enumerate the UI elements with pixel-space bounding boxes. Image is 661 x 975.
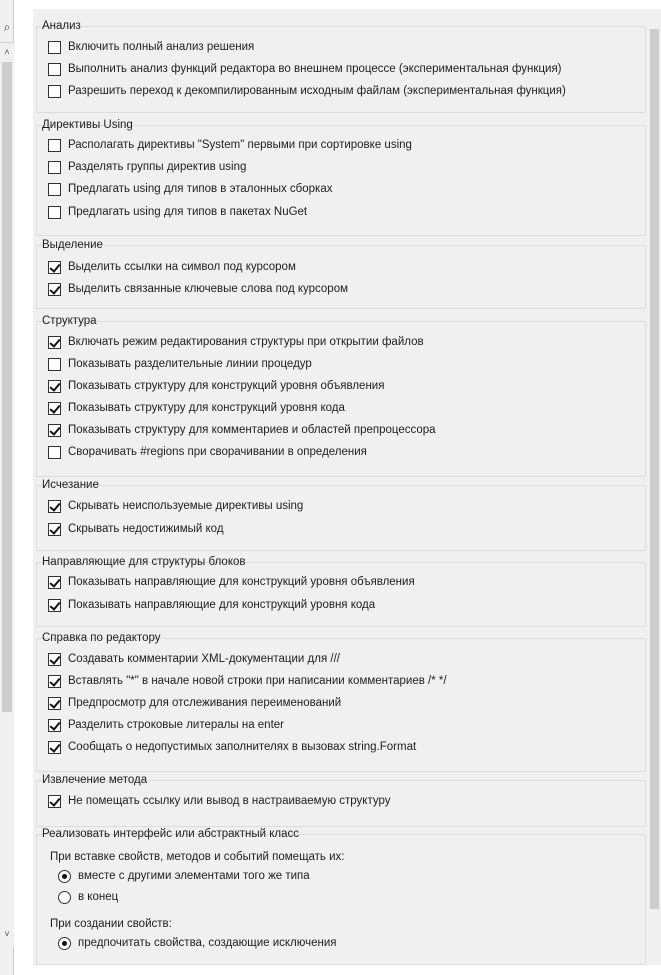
group-extract-method: [36, 772, 646, 827]
checkbox[interactable]: [48, 358, 61, 371]
checkbox[interactable]: [48, 206, 61, 219]
radio-label: в конец: [78, 891, 119, 903]
checkbox-label: Показывать структуру для конструкций уровня кода: [68, 402, 345, 414]
checkbox-row[interactable]: [48, 497, 303, 515]
group-fading: [36, 477, 646, 551]
checkbox-row[interactable]: [48, 694, 341, 712]
checkbox[interactable]: [48, 63, 61, 76]
group-analysis: [36, 18, 646, 113]
checkbox[interactable]: [48, 741, 61, 754]
checkbox-label: Скрывать неиспользуемые директивы using: [68, 500, 304, 512]
checkbox-label: Включать режим редактирования структуры при открытии файлов: [68, 336, 424, 348]
checkbox-label: Включить полный анализ решения: [68, 41, 255, 53]
checkbox-row[interactable]: [48, 82, 566, 100]
checkbox-row[interactable]: [48, 258, 296, 276]
checkbox[interactable]: [48, 261, 61, 274]
checkbox[interactable]: [48, 183, 61, 196]
checkbox-label: Не помещать ссылку или вывод в настраиваемую структуру: [68, 795, 391, 807]
group-title: Выделение: [42, 239, 103, 251]
radio-button[interactable]: [58, 870, 71, 883]
chevron-down-icon[interactable]: ˅: [4, 929, 10, 939]
group-title: Извлечение метода: [42, 774, 148, 786]
radio-row[interactable]: [58, 934, 337, 952]
checkbox-row[interactable]: [48, 158, 246, 176]
checkbox[interactable]: [48, 697, 61, 710]
checkbox-row[interactable]: [48, 280, 348, 298]
group-box: [36, 562, 646, 627]
checkbox-label: Показывать направляющие для конструкций уровня кода: [68, 599, 376, 611]
group-outlining: [36, 313, 646, 477]
checkbox[interactable]: [48, 161, 61, 174]
checkbox-label: Разделять группы директив using: [68, 161, 247, 173]
checkbox-label: Показывать направляющие для конструкций уровня объявления: [68, 576, 415, 588]
checkbox[interactable]: [48, 424, 61, 437]
checkbox[interactable]: [48, 446, 61, 459]
search-icon[interactable]: ⌕: [3, 19, 11, 34]
group-box: [36, 485, 646, 551]
checkbox[interactable]: [48, 85, 61, 98]
group-title: Направляющие для структуры блоков: [42, 556, 246, 568]
checkbox-row[interactable]: [48, 136, 412, 154]
checkbox-row[interactable]: [48, 596, 375, 614]
group-editor-help: [36, 630, 646, 772]
radio-button[interactable]: [58, 891, 71, 904]
insert-placement-label: При вставке свойств, методов и событий помещать их:: [50, 851, 345, 863]
checkbox[interactable]: [48, 41, 61, 54]
checkbox-row[interactable]: [48, 738, 416, 756]
checkbox-row[interactable]: [48, 672, 447, 690]
checkbox-label: Предлагать using для типов в эталонных сборках: [68, 183, 333, 195]
checkbox-label: Создавать комментарии XML-документации для ///: [68, 653, 340, 665]
checkbox-row[interactable]: [48, 377, 384, 395]
checkbox-row[interactable]: [48, 716, 284, 734]
group-title: Структура: [42, 315, 97, 327]
right-scrollbar-thumb[interactable]: [650, 29, 659, 909]
checkbox-row[interactable]: [48, 399, 345, 417]
checkbox[interactable]: [48, 500, 61, 513]
checkbox-label: Сообщать о недопустимых заполнителях в вызовах string.Format: [68, 741, 417, 753]
checkbox-label: Выделить ссылки на символ под курсором: [68, 261, 296, 273]
checkbox[interactable]: [48, 719, 61, 732]
group-highlighting: [36, 237, 646, 309]
group-title: Исчезание: [42, 479, 99, 491]
checkbox-label: Разрешить переход к декомпилированным исходным файлам (экспериментальная функция): [68, 85, 566, 97]
checkbox[interactable]: [48, 380, 61, 393]
checkbox[interactable]: [48, 523, 61, 536]
checkbox-label: Предлагать using для типов в пакетах NuGet: [68, 206, 308, 218]
checkbox-label: Предпросмотр для отслеживания переименований: [68, 697, 342, 709]
checkbox-label: Вставлять "*" в начале новой строки при написании комментариев /* */: [68, 675, 447, 687]
checkbox[interactable]: [48, 795, 61, 808]
checkbox-label: Показывать разделительные линии процедур: [68, 358, 312, 370]
radio-row[interactable]: [58, 888, 118, 906]
checkbox-row[interactable]: [48, 333, 424, 351]
group-title: Реализовать интерфейс или абстрактный класс: [42, 828, 299, 840]
checkbox-row[interactable]: [48, 180, 332, 198]
checkbox[interactable]: [48, 599, 61, 612]
checkbox-label: Скрывать недостижимый код: [68, 523, 224, 535]
options-panel: [33, 9, 649, 965]
checkbox-row[interactable]: [48, 792, 391, 810]
checkbox-row[interactable]: [48, 650, 340, 668]
right-scrollbar[interactable]: [648, 9, 661, 965]
group-box: [36, 245, 646, 309]
checkbox[interactable]: [48, 402, 61, 415]
group-title: Директивы Using: [42, 119, 133, 131]
checkbox-row[interactable]: [48, 443, 367, 461]
checkbox[interactable]: [48, 139, 61, 152]
checkbox[interactable]: [48, 283, 61, 296]
checkbox-row[interactable]: [48, 60, 562, 78]
radio-label: предпочитать свойства, создающие исключения: [78, 937, 337, 949]
checkbox-row[interactable]: [48, 573, 415, 591]
checkbox-row[interactable]: [48, 520, 224, 538]
group-title: Справка по редактору: [42, 632, 161, 644]
checkbox-label: Разделить строковые литералы на enter: [68, 719, 285, 731]
property-generation-label: При создании свойств:: [50, 918, 172, 930]
checkbox-label: Показывать структуру для конструкций уровня объявления: [68, 380, 385, 392]
radio-label: вместе с другими элементами того же типа: [78, 870, 310, 882]
chevron-up-icon[interactable]: ˄: [4, 47, 10, 57]
radio-row[interactable]: [58, 867, 310, 885]
checkbox-label: Располагать директивы "System" первыми при сортировке using: [68, 139, 412, 151]
left-scrollbar-thumb[interactable]: [2, 62, 12, 712]
group-block-structure-guides: [36, 554, 646, 627]
checkbox[interactable]: [48, 653, 61, 666]
group-using-directives: [36, 117, 646, 236]
checkbox-label: Показывать структуру для комментариев и областей препроцессора: [68, 424, 436, 436]
group-title: Анализ: [42, 20, 81, 32]
checkbox-row[interactable]: [48, 421, 436, 439]
checkbox-label: Сворачивать #regions при сворачивании в определения: [68, 446, 367, 458]
checkbox[interactable]: [48, 675, 61, 688]
checkbox-row[interactable]: [48, 38, 254, 56]
checkbox-label: Выделить связанные ключевые слова под курсором: [68, 283, 349, 295]
group-implement-interface: [36, 826, 646, 965]
checkbox[interactable]: [48, 576, 61, 589]
checkbox-label: Выполнить анализ функций редактора во внешнем процессе (экспериментальная функция): [68, 63, 562, 75]
left-tree-panel: [0, 0, 14, 975]
radio-button[interactable]: [58, 937, 71, 950]
checkbox-row[interactable]: [48, 355, 312, 373]
checkbox-row[interactable]: [48, 203, 307, 221]
checkbox[interactable]: [48, 336, 61, 349]
